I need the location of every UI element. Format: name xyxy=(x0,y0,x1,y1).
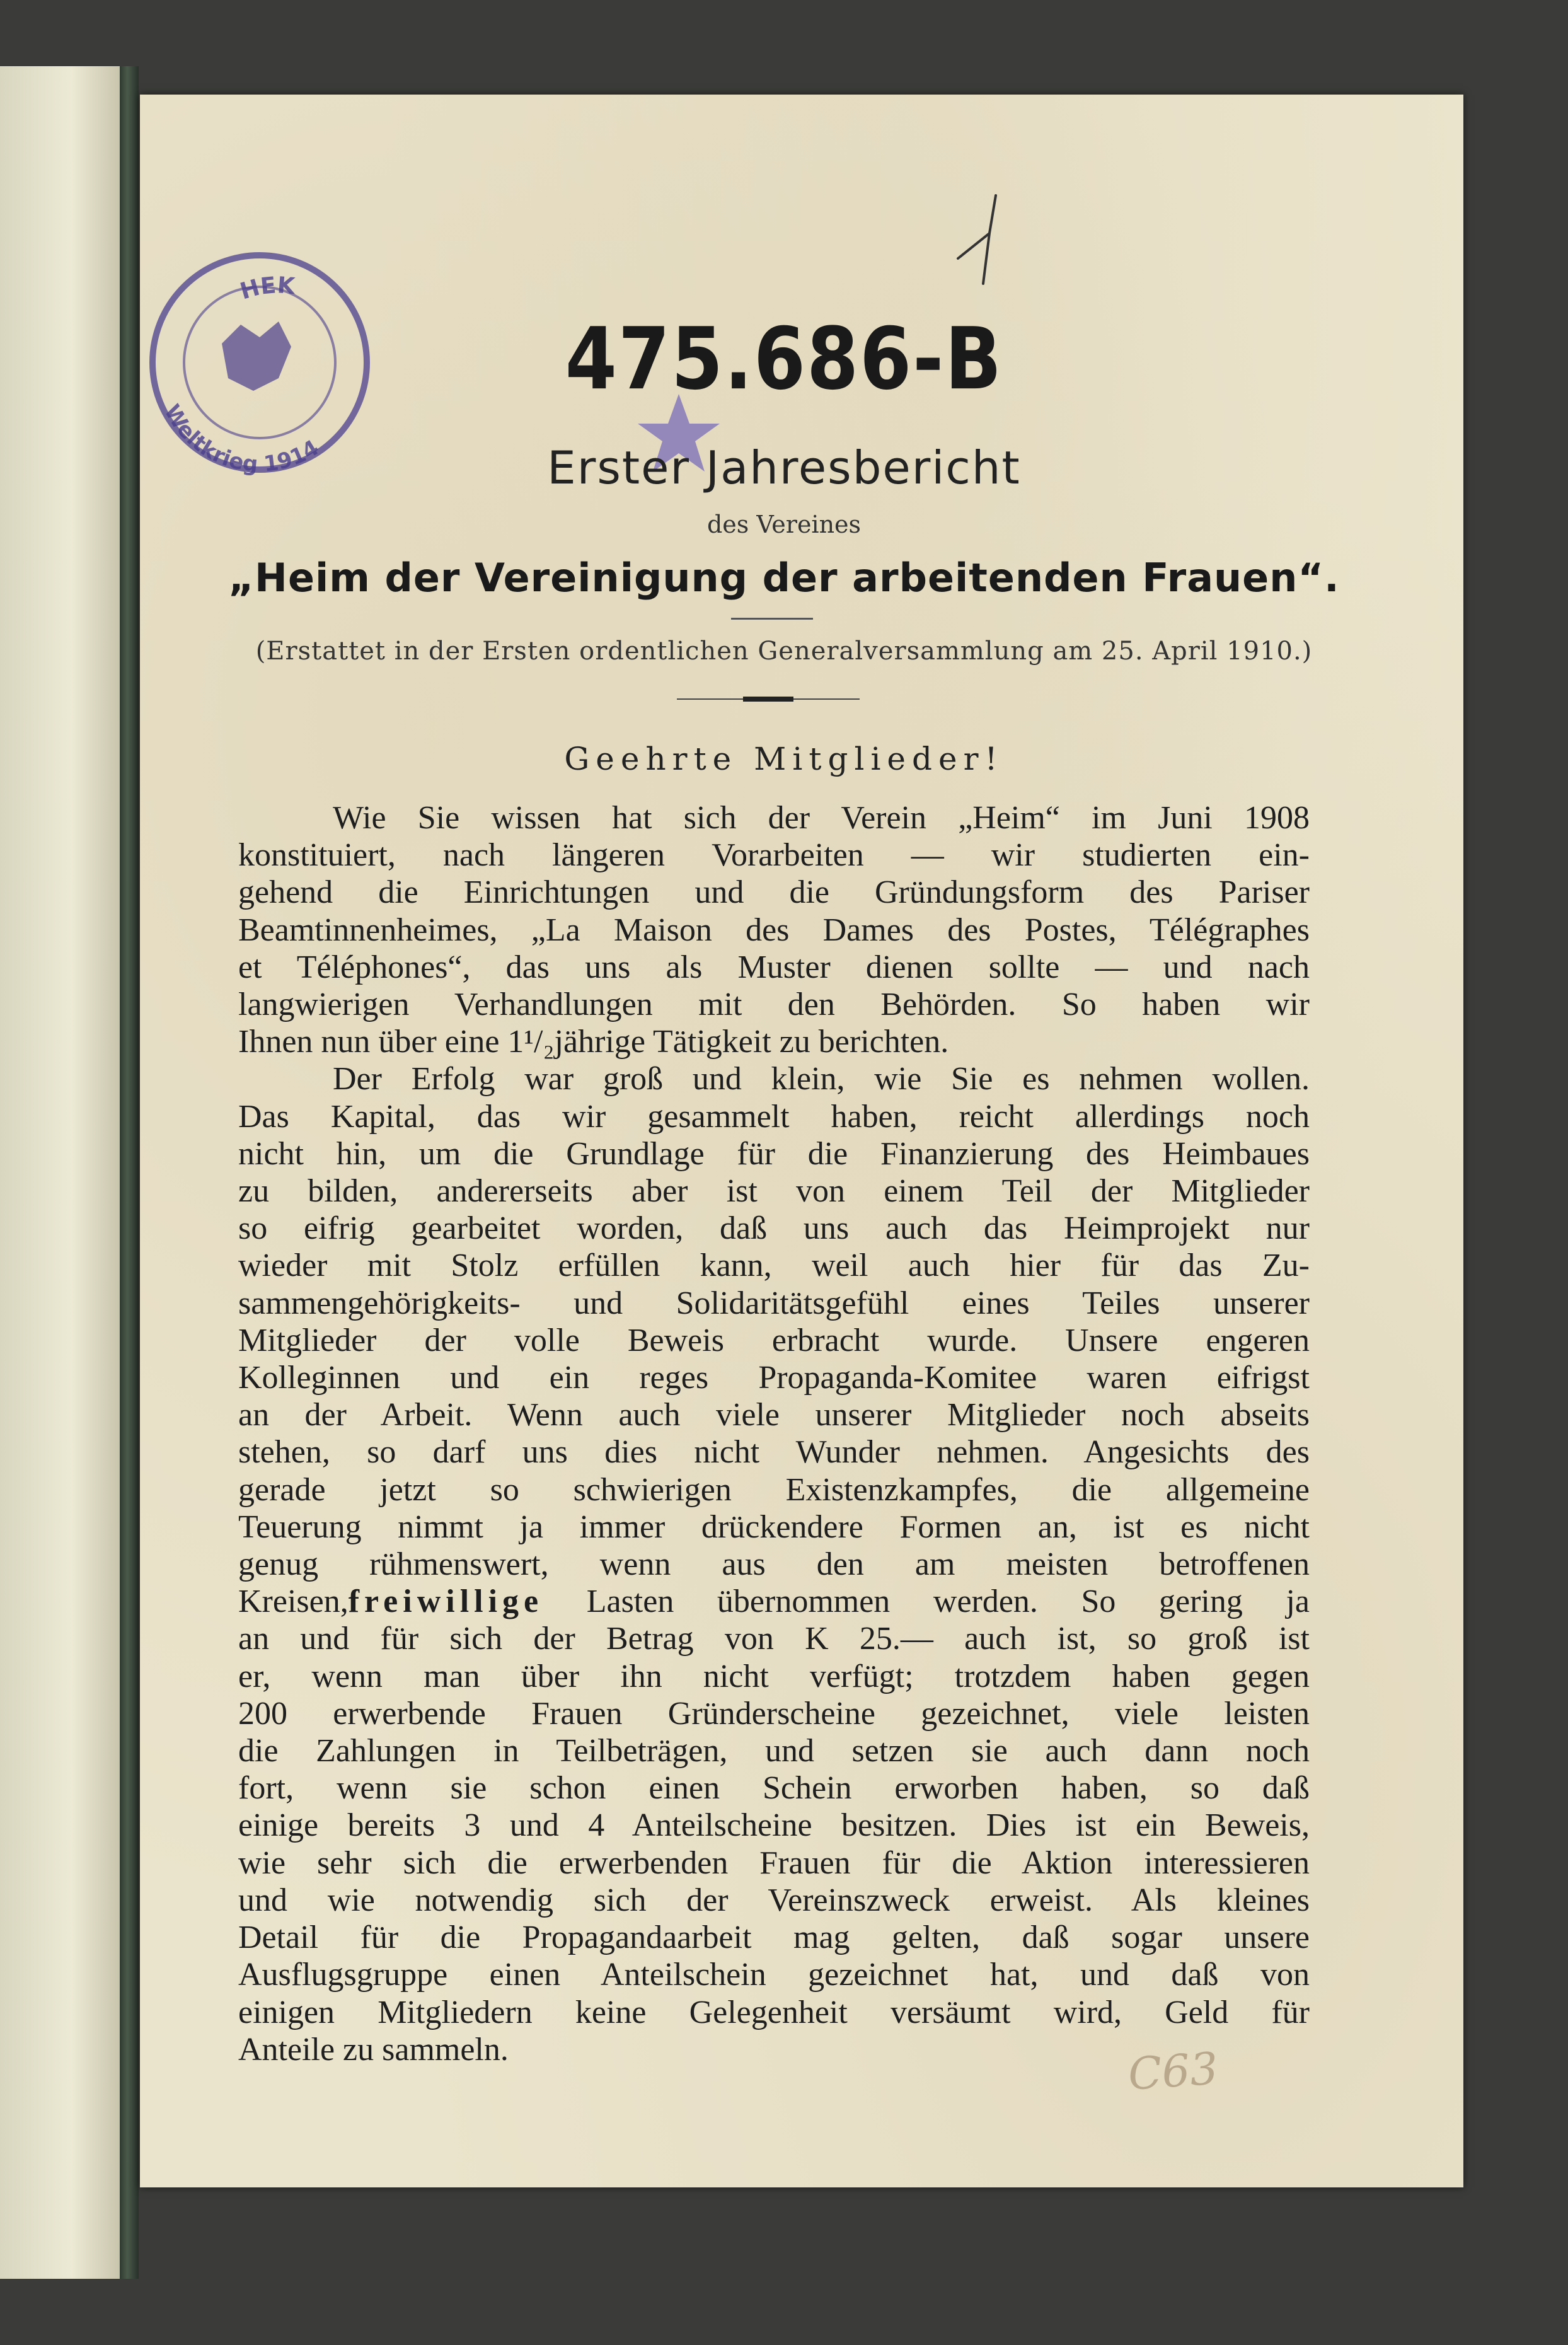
handwritten-mark: 1 xyxy=(986,285,991,292)
body-line: et Téléphones“, das uns als Muster dienen sollte — und nach xyxy=(238,949,1310,985)
body-line: Das Kapital, das wir gesammelt haben, reicht allerdings noch xyxy=(238,1098,1310,1135)
document-subtitle: des Vereines xyxy=(706,511,862,538)
body-line: einigen Mitgliedern keine Gelegenheit versäumt wird, Geld für xyxy=(238,1994,1310,2030)
body-line: Beamtinnenheimes, „La Maison des Dames des Postes, Télégraphes xyxy=(238,912,1310,948)
body-line: Teuerung nimmt ja immer drückendere Formen an, ist es nicht xyxy=(238,1508,1310,1545)
body-line: an der Arbeit. Wenn auch viele unserer Mitglieder noch abseits xyxy=(238,1397,1310,1433)
salutation: Geehrte Mitglieder! xyxy=(564,741,1004,777)
body-line: zu bilden, andererseits aber ist von einem Teil der Mitglieder xyxy=(238,1173,1310,1210)
body-line: so eifrig gearbeitet worden, daß uns auch das Heimprojekt nur xyxy=(238,1210,1310,1247)
pencil-note: C63 xyxy=(1126,2042,1220,2100)
body-line: an und für sich der Betrag von K 25.— auch ist, so groß ist xyxy=(238,1621,1310,1657)
divider xyxy=(731,618,813,620)
body-line: fort, wenn sie schon einen Schein erworben haben, so daß xyxy=(238,1770,1310,1807)
stamp-text-top: HEK xyxy=(237,272,296,305)
body-line: Mitglieder der volle Beweis erbracht wurde. Unsere engeren xyxy=(238,1322,1310,1358)
body-line: konstituiert, nach längeren Vorarbeiten — wir studierten ein- xyxy=(238,837,1310,874)
ornamental-divider xyxy=(677,697,860,702)
body-line: Wie Sie wissen hat sich der Verein „Heim“ im Juni 1908 xyxy=(333,800,1310,836)
body-line: einige bereits 3 und 4 Anteilscheine besitzen. Dies ist ein Beweis, xyxy=(238,1807,1310,1844)
catalog-number: 475.686-B xyxy=(565,308,1003,409)
body-line: die Zahlungen in Teilbeträgen, und setzen sie auch dann noch xyxy=(238,1733,1310,1769)
body-line: langwierigen Verhandlungen mit den Behörden. So haben wir xyxy=(238,987,1310,1023)
body-line: genug rühmenswert, wenn aus den am meisten betroffenen xyxy=(238,1546,1310,1583)
body-line-end: Lasten übernommen werden. So gering ja xyxy=(543,1584,1310,1620)
body-line: er, wenn man über ihn nicht verfügt; trotzdem haben gegen xyxy=(238,1658,1310,1694)
body-line: Detail für die Propagandaarbeit mag gelten, daß sogar unsere xyxy=(238,1919,1310,1956)
body-text xyxy=(238,799,1310,2068)
body-line-start: Kreisen, xyxy=(238,1584,349,1620)
emphasized-word: freiwillige xyxy=(348,1584,544,1620)
body-line: Anteile zu sammeln. xyxy=(238,2031,509,2068)
society-name: „Heim der Vereinigung der arbeitenden Frauen“. xyxy=(228,555,1340,601)
body-line: gerade jetzt so schwierigen Existenzkampfes, die allgemeine xyxy=(238,1471,1310,1508)
body-line: wieder mit Stolz erfüllen kann, weil auch hier für das Zu- xyxy=(238,1248,1310,1284)
stamp-text-bottom: Weltkrieg 1914 xyxy=(159,400,324,476)
body-line: sammengehörigkeits- und Solidaritätsgefühl eines Teiles unserer xyxy=(238,1285,1310,1321)
body-line: nicht hin, um die Grundlage für die Finanzierung des Heimbaues xyxy=(238,1135,1310,1172)
svg-text:HEK xyxy=(238,272,297,304)
body-line-emphasis xyxy=(238,1583,1310,1620)
body-line: Ausflugsgruppe einen Anteilschein gezeichnet hat, und daß von xyxy=(238,1957,1310,1993)
body-line: Kolleginnen und ein reges Propaganda-Komitee waren eifrigst xyxy=(238,1360,1310,1396)
body-line: wie sehr sich die erwerbenden Frauen für die Aktion interessieren xyxy=(238,1844,1310,1881)
body-line: gehend die Einrichtungen und die Gründungsform des Pariser xyxy=(238,874,1310,911)
body-line: 200 erwerbende Frauen Gründerscheine gezeichnet, viele leisten xyxy=(238,1695,1310,1732)
body-line: stehen, so darf uns dies nicht Wunder nehmen. Angesichts des xyxy=(238,1434,1310,1471)
document-title: Erster Jahresbericht xyxy=(547,441,1021,494)
body-line: und wie notwendig sich der Vereinszweck erweist. Als kleines xyxy=(238,1882,1310,1918)
body-line: Ihnen nun über eine 1¹/₂jährige Tätigkeit zu berichten. xyxy=(238,1024,949,1060)
body-line: Der Erfolg war groß und klein, wie Sie es nehmen wollen. xyxy=(333,1061,1310,1097)
report-note: (Erstattet in der Ersten ordentlichen Generalversammlung am 25. April 1910.) xyxy=(255,637,1313,666)
handwritten-mark-icon xyxy=(920,189,1021,315)
